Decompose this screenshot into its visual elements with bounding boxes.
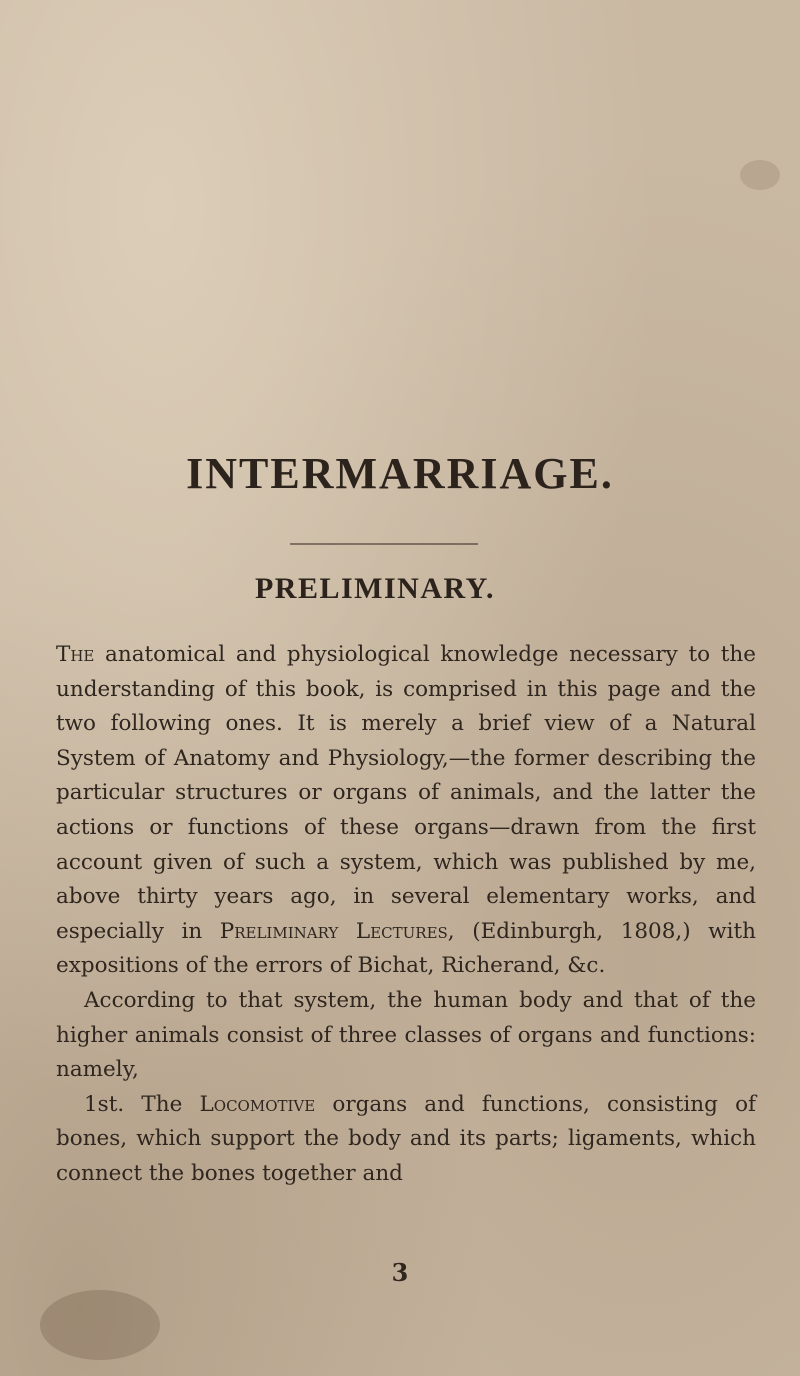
title-divider [290,543,478,545]
page-title: INTERMARRIAGE. [186,449,614,498]
paragraph-2: According to that system, the human body and that of the higher animals consist of three classes of organs and functions: namely, [56,987,756,1083]
body-text [56,638,756,1192]
page-number: 3 [391,1258,409,1287]
paragraph-3-term: Locomotive [199,1091,316,1117]
paragraph-1 [56,638,756,984]
paragraph-1-lectures-title: Preliminary Lectures [219,918,448,944]
paragraph-1-text-end: , (Edinburgh, 1808,) with expositions of the errors of Bichat, Richerand, &c. [56,918,756,979]
section-heading: PRELIMINARY. [254,572,496,605]
paragraph-1-first-word: The [56,642,95,667]
paragraph-1-text: anatomical and physiological knowledge necessary to the understanding of this book, is comprised in this page and the two following ones. It is merely a brief view of a Natural System of Anatomy and Physiology,—the former describing the particular structures or organs of animals, and the latter the actions or functions of these organs—drawn from the first account given of such a system, which was published by me, above thirty years ago, in several elementary works, and especially in [56,642,756,944]
paper-stain [40,1290,160,1360]
paragraph-3-prefix: 1st. The [84,1091,200,1117]
paragraph-3 [56,1088,756,1192]
paragraph-3-text: organs and functions, consisting of bones, which support the body and its parts; ligaments, which connect the bones together and [56,1091,756,1186]
paper-stain [740,160,780,190]
